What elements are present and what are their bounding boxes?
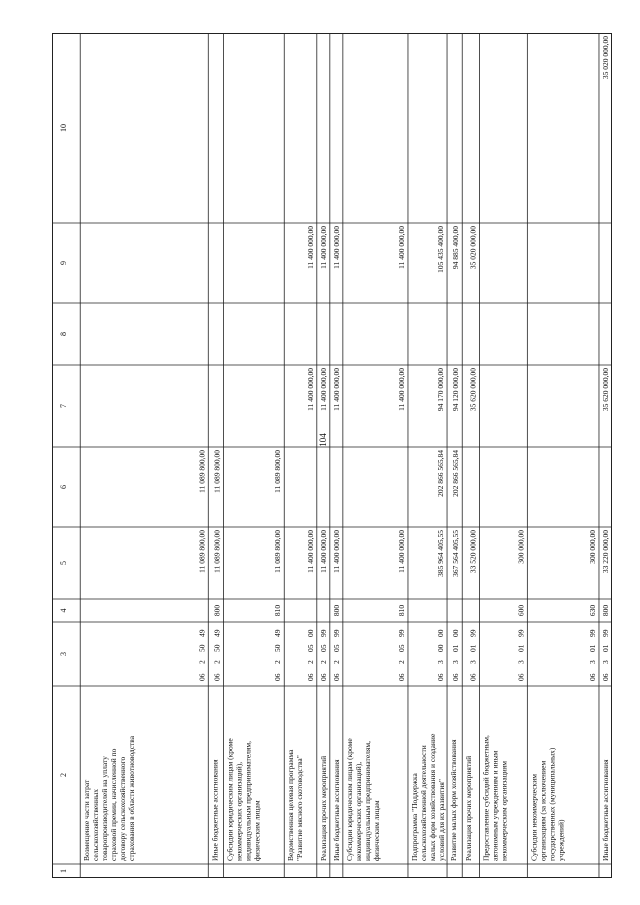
row-label: организациям (за исключением xyxy=(538,760,548,861)
amount-cell: 11 400 000,00 xyxy=(305,530,315,573)
code-part: 05 xyxy=(318,644,328,652)
amount-cell: 11 400 000,00 xyxy=(305,368,315,411)
row-label: Развитие малых форм хозяйствования xyxy=(449,739,459,861)
amount-cell: 11 400 000,00 xyxy=(331,226,341,269)
code-part: 06 xyxy=(601,673,610,681)
amount-cell: 35 020 000,00 xyxy=(468,226,478,270)
code-part: 50 xyxy=(273,644,283,652)
row-label: договору сельскохозяйственного xyxy=(118,756,128,861)
code-part: 3 xyxy=(601,660,610,664)
code-part: 06 xyxy=(212,673,222,681)
column-number: 2 xyxy=(59,773,68,777)
code-part: 01 xyxy=(468,644,478,652)
amount-cell: 33 220 000,00 xyxy=(601,530,610,574)
code-part: 99 xyxy=(587,629,597,637)
amount-cell: 35 020 000,00 xyxy=(601,36,610,80)
amount-cell: 11 400 000,00 xyxy=(318,368,328,411)
row-label: государственных (муниципальных) xyxy=(547,747,557,861)
row-label: страхования в области животноводства xyxy=(127,735,137,861)
row-label: Подпрограмма "Поддержка xyxy=(409,773,419,861)
amount-cell: 35 620 000,00 xyxy=(601,368,610,412)
code-part: 99 xyxy=(331,629,341,637)
code-part: 00 xyxy=(451,629,461,637)
amount-cell: 105 435 400,00 xyxy=(436,226,446,273)
code-part: 06 xyxy=(396,673,406,681)
amount-cell: 94 120 000,00 xyxy=(451,368,461,412)
column-number: 5 xyxy=(59,561,68,565)
code-part: 06 xyxy=(318,673,328,681)
row-label: учреждений) xyxy=(556,819,566,861)
code-part: 06 xyxy=(273,673,283,681)
amount-cell: 94 170 000,00 xyxy=(436,368,446,412)
row-label: Возмещение части затрат xyxy=(82,779,92,861)
row-label: автономным учреждениям и иным xyxy=(490,750,500,861)
expense-type: 800 xyxy=(331,604,341,617)
code-part: 06 xyxy=(516,673,526,681)
row-label: Субсидии юридическим лицам (кроме xyxy=(225,738,235,861)
expense-type: 810 xyxy=(396,604,406,617)
amount-cell: 11 089 800,00 xyxy=(197,450,207,493)
row-label: физическим лицам xyxy=(252,800,262,861)
code-part: 05 xyxy=(305,644,315,652)
row-label: Субсидии некоммерческим xyxy=(529,774,539,861)
column-number: 8 xyxy=(59,332,68,336)
code-part: 49 xyxy=(212,629,222,637)
code-part: 06 xyxy=(468,673,478,681)
row-label: Реализация прочих мероприятий xyxy=(464,755,474,861)
code-part: 49 xyxy=(197,629,207,637)
amount-cell: 11 400 000,00 xyxy=(318,530,328,573)
code-part: 50 xyxy=(212,644,222,652)
code-part: 2 xyxy=(197,660,207,664)
expense-type: 630 xyxy=(587,604,597,617)
code-part: 3 xyxy=(516,660,526,664)
code-part: 05 xyxy=(331,644,341,652)
amount-cell: 202 866 565,84 xyxy=(451,450,461,497)
code-part: 3 xyxy=(468,660,478,664)
code-part: 01 xyxy=(601,644,610,652)
row-label: сельскохозяйственной деятельности xyxy=(418,745,428,861)
code-part: 2 xyxy=(273,660,283,664)
code-part: 49 xyxy=(273,629,283,637)
row-label: Иные бюджетные ассигнования xyxy=(210,759,220,861)
code-part: 00 xyxy=(436,629,446,637)
row-label: сельскохозяйственных xyxy=(91,789,101,861)
row-label: некоммерческих организаций), xyxy=(234,761,244,861)
code-part: 3 xyxy=(587,660,597,664)
column-number: 9 xyxy=(59,261,68,265)
code-part: 2 xyxy=(305,660,315,664)
amount-cell: 11 400 000,00 xyxy=(396,368,406,411)
code-part: 06 xyxy=(587,673,597,681)
code-part: 00 xyxy=(436,644,446,652)
amount-cell: 11 400 000,00 xyxy=(318,226,328,269)
expense-type: 600 xyxy=(516,604,526,617)
code-part: 06 xyxy=(436,673,446,681)
column-number: 1 xyxy=(59,869,68,873)
code-part: 2 xyxy=(396,660,406,664)
expense-type: 810 xyxy=(273,604,283,617)
amount-cell: 385 964 405,55 xyxy=(436,530,446,577)
code-part: 2 xyxy=(318,660,328,664)
code-part: 99 xyxy=(318,629,328,637)
code-part: 2 xyxy=(331,660,341,664)
code-part: 06 xyxy=(451,673,461,681)
row-label: Субсидии юридическим лицам (кроме xyxy=(344,738,354,861)
amount-cell: 35 620 000,00 xyxy=(468,368,478,412)
expense-type: 800 xyxy=(601,604,610,617)
code-part: 06 xyxy=(197,673,207,681)
code-part: 06 xyxy=(305,673,315,681)
budget-table xyxy=(52,33,612,878)
code-part: 06 xyxy=(331,673,341,681)
code-part: 05 xyxy=(396,644,406,652)
code-part: 00 xyxy=(305,629,315,637)
code-part: 3 xyxy=(451,660,461,664)
amount-cell: 94 885 400,00 xyxy=(451,226,461,270)
amount-cell: 11 089 800,00 xyxy=(197,530,207,573)
code-part: 50 xyxy=(197,644,207,652)
row-label: некоммерческих организаций), xyxy=(353,761,363,861)
column-number: 6 xyxy=(59,485,68,489)
code-part: 01 xyxy=(451,644,461,652)
row-label: малых форм хозяйствования и создание xyxy=(427,733,437,861)
code-part: 01 xyxy=(587,644,597,652)
row-label: "Развитие мясного скотоводства" xyxy=(295,755,305,861)
code-part: 99 xyxy=(468,629,478,637)
amount-cell: 11 089 800,00 xyxy=(212,450,222,493)
expense-type: 800 xyxy=(212,604,222,617)
row-label: Иные бюджетные ассигнования xyxy=(600,759,610,861)
amount-cell: 367 564 405,55 xyxy=(451,530,461,577)
amount-cell: 300 000,00 xyxy=(587,530,597,564)
amount-cell: 11 400 000,00 xyxy=(331,368,341,411)
row-label: индивидуальным предпринимателям, xyxy=(243,741,253,861)
code-part: 99 xyxy=(396,629,406,637)
row-label: физическим лицам xyxy=(371,800,381,861)
row-label: некоммерческим организациям xyxy=(499,761,509,861)
amount-cell: 11 400 000,00 xyxy=(331,530,341,573)
row-label: Иные бюджетные ассигнования xyxy=(331,759,341,861)
row-label: условий для их развития" xyxy=(436,779,446,861)
code-part: 01 xyxy=(516,644,526,652)
amount-cell: 11 089 800,00 xyxy=(273,530,283,573)
amount-cell: 11 400 000,00 xyxy=(305,226,315,269)
column-number: 4 xyxy=(59,608,68,613)
amount-cell: 33 520 000,00 xyxy=(468,530,478,574)
row-label: страховой премии, начисленной по xyxy=(109,748,119,861)
code-part: 99 xyxy=(601,629,610,637)
column-number: 7 xyxy=(59,404,68,408)
amount-cell: 300 000,00 xyxy=(516,530,526,564)
column-number: 3 xyxy=(59,652,68,656)
amount-cell: 11 400 000,00 xyxy=(396,226,406,269)
row-label: Предоставление субсидий бюджетным, xyxy=(481,735,491,861)
row-label: индивидуальным предпринимателям, xyxy=(362,741,372,861)
amount-cell: 11 089 800,00 xyxy=(212,530,222,573)
row-label: товаропроизводителей на уплату xyxy=(100,756,110,861)
row-label: Реализация прочих мероприятий xyxy=(318,755,328,861)
row-label: Ведомственная целевая программа xyxy=(286,749,296,861)
code-part: 99 xyxy=(516,629,526,637)
page-number: 104 xyxy=(317,433,328,447)
code-part: 3 xyxy=(436,660,446,664)
amount-cell: 202 866 565,84 xyxy=(436,450,446,497)
code-part: 2 xyxy=(212,660,222,664)
amount-cell: 11 089 800,00 xyxy=(273,450,283,493)
column-number: 10 xyxy=(59,124,68,132)
amount-cell: 11 400 000,00 xyxy=(396,530,406,573)
